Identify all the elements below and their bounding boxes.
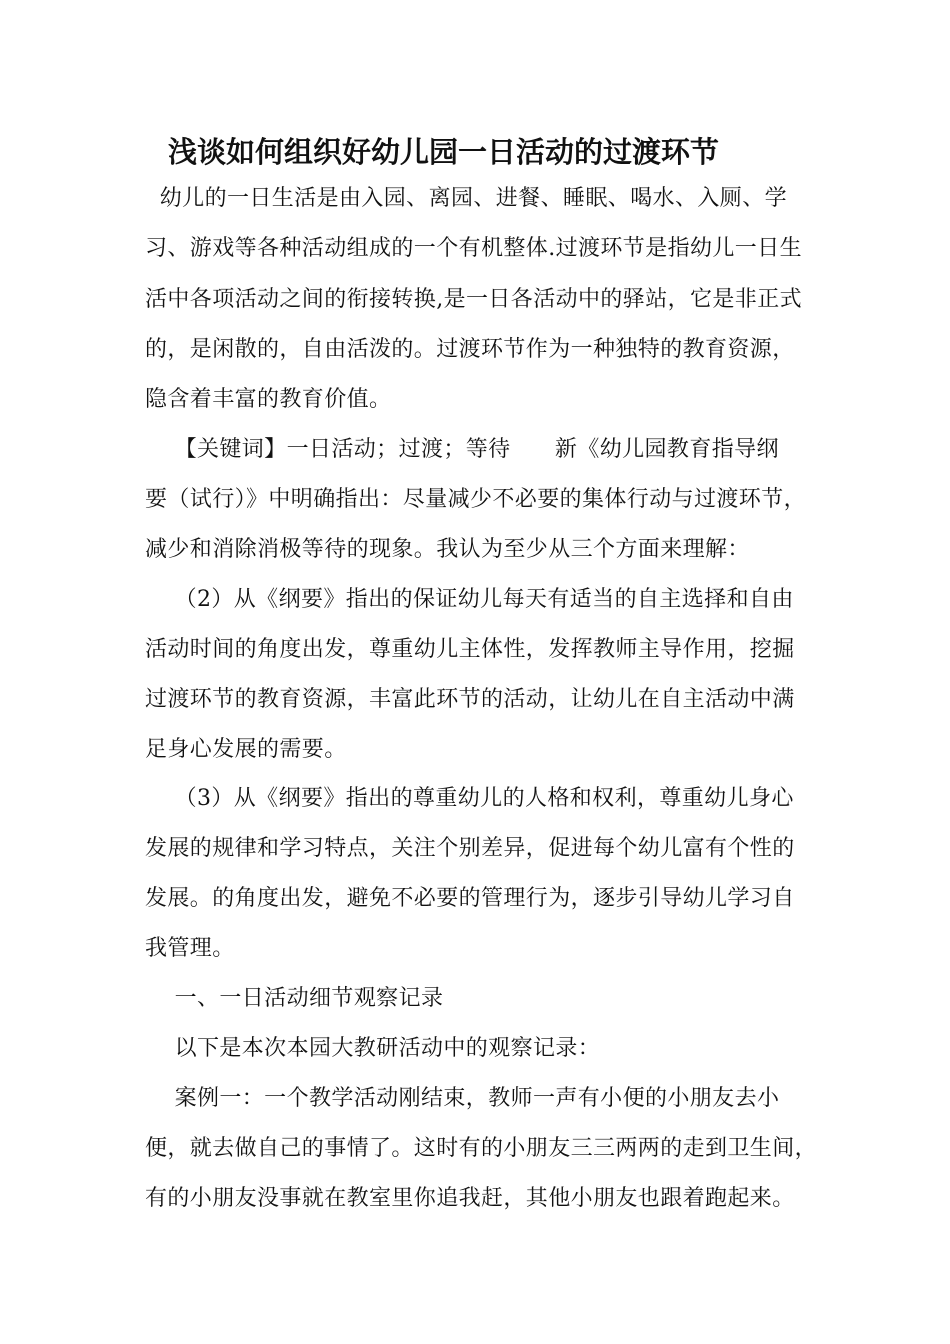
paragraph-line: （2）从《纲要》指出的保证幼儿每天有适当的自主选择和自由 (145, 587, 794, 612)
paragraph-line: 【关键词】一日活动；过渡；等待 新《幼儿园教育指导纲 (145, 437, 779, 462)
paragraph-line: 幼儿的一日生活是由入园、离园、进餐、睡眠、喝水、入厕、学 (145, 186, 787, 211)
paragraph-line: 发展的规律和学习特点，关注个别差异，促进每个幼儿富有个性的 (145, 836, 795, 861)
paragraph-line: 习、游戏等各种活动组成的一个有机整体.过渡环节是指幼儿一日生 (145, 236, 802, 261)
paragraph-line: 的，是闲散的，自由活泼的。过渡环节作为一种独特的教育资源， (145, 337, 795, 362)
paragraph-line: 足身心发展的需要。 (145, 737, 347, 762)
paragraph-line: 案例一：一个教学活动刚结束，教师一声有小便的小朋友去小 (145, 1086, 780, 1111)
paragraph-line: 隐含着丰富的教育价值。 (145, 387, 392, 412)
paragraph-line: 减少和消除消极等待的现象。我认为至少从三个方面来理解： (145, 537, 750, 562)
section-heading: 一、一日活动细节观察记录 (145, 986, 444, 1011)
paragraph-line: 发展。的角度出发，避免不必要的管理行为，逐步引导幼儿学习自 (145, 886, 795, 911)
page-title: 浅谈如何组织好幼儿园一日活动的过渡环节 (168, 135, 720, 169)
paragraph-line: 活中各项活动之间的衔接转换,是一日各活动中的驿站，它是非正式 (145, 287, 802, 312)
paragraph-line: 我管理。 (145, 936, 235, 961)
paragraph-line: 过渡环节的教育资源，丰富此环节的活动，让幼儿在自主活动中满 (145, 687, 795, 712)
paragraph-line: 有的小朋友没事就在教室里你追我赶，其他小朋友也跟着跑起来。 (145, 1186, 795, 1211)
paragraph-line: 活动时间的角度出发，尊重幼儿主体性，发挥教师主导作用，挖掘 (145, 637, 795, 662)
paragraph-line: 以下是本次本园大教研活动中的观察记录： (145, 1036, 601, 1061)
paragraph-line: 便，就去做自己的事情了。这时有的小朋友三三两两的走到卫生间， (145, 1136, 818, 1161)
paragraph-line: 要（试行）》中明确指出：尽量减少不必要的集体行动与过渡环节， (145, 487, 807, 512)
paragraph-line: （3）从《纲要》指出的尊重幼儿的人格和权利，尊重幼儿身心 (145, 786, 794, 811)
